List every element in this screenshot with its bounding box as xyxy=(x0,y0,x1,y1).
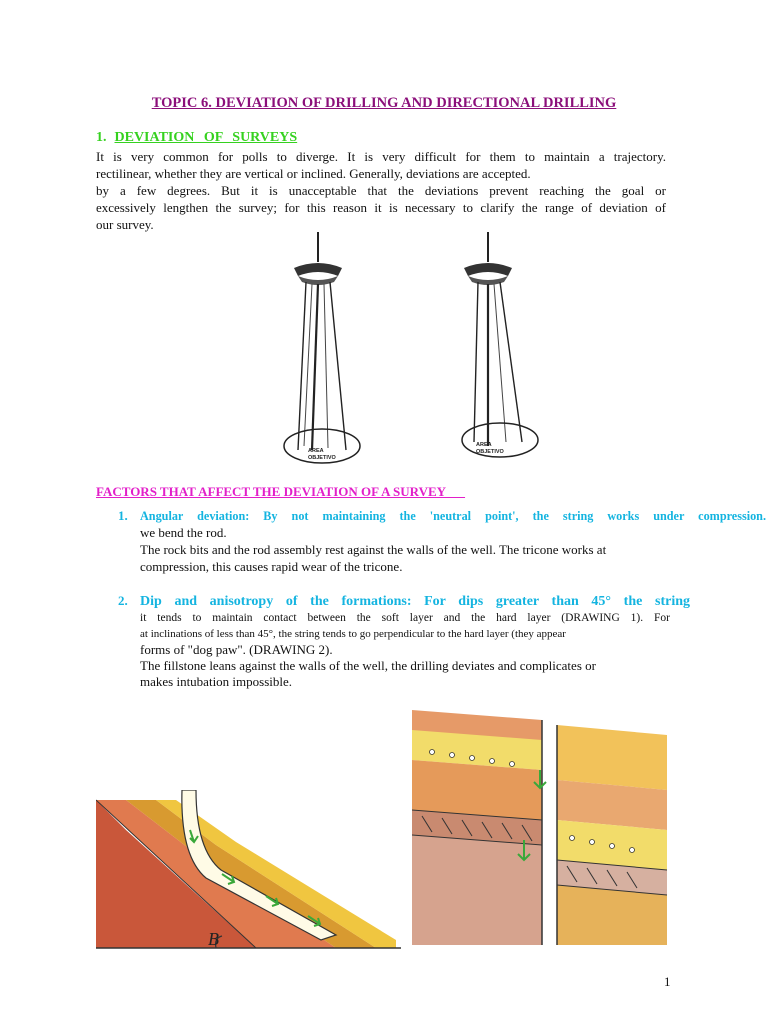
factor-item-number: 2. xyxy=(118,593,128,608)
factor-item-line: compression, this causes rapid wear of the tricone. xyxy=(140,559,403,574)
factor-item-line: at inclinations of less than 45°, the string tends to go perpendicular to the hard layer (they appear xyxy=(140,628,566,640)
right-drill-rig xyxy=(462,232,538,457)
factors-heading: FACTORS THAT AFFECT THE DEVIATION OF A SURVEY xyxy=(96,484,466,499)
factor-item-line: The rock bits and the rod assembly rest against the walls of the well. The tricone works at xyxy=(140,542,607,557)
angle-label: B xyxy=(208,929,219,949)
factor-item-heading-text: Dip and anisotropy of the formations: For dips greater than 45° the string xyxy=(140,594,690,609)
left-cone-label-line1: AREA xyxy=(308,448,324,454)
factor-item-line: makes intubation impossible. xyxy=(140,674,293,689)
page-title: TOPIC 6. DEVIATION OF DRILLING AND DIRECTIONAL DRILLING xyxy=(151,95,617,111)
section-heading-text: DEVIATION OF SURVEYS xyxy=(114,130,298,145)
paragraph-line: It is very common for polls to diverge. It is very difficult for them to maintain a trajectory. xyxy=(96,149,666,164)
paragraph-line: our survey. xyxy=(96,217,154,232)
section-heading-deviation-of-surveys xyxy=(96,130,297,146)
page-number: 1 xyxy=(664,974,671,989)
factor-item-angular-deviation xyxy=(118,508,768,575)
factor-item-line: it tends to maintain contact between the soft layer and the hard layer (DRAWING 1). For xyxy=(140,612,670,624)
factor-item-line: forms of "dog paw". (DRAWING 2). xyxy=(140,642,333,657)
left-drill-rig xyxy=(284,232,360,463)
drawing2-dog-paw-layers xyxy=(412,710,672,950)
section-number: 1. xyxy=(96,130,107,145)
factor-item-heading-text: Angular deviation: By not maintaining the 'neutral point', the string works under compression. xyxy=(140,509,766,523)
deviation-cones-figure xyxy=(280,232,560,472)
left-cone-label-line2: OBJETIVO xyxy=(308,455,336,461)
paragraph-line: by a few degrees. But it is unacceptable that the deviations prevent reaching the goal or xyxy=(96,183,666,198)
factor-item-line: we bend the rod. xyxy=(140,525,227,540)
factor-item-dip-anisotropy xyxy=(118,593,698,690)
factor-item-line: The fillstone leans against the walls of the well, the drilling deviates and complicates or xyxy=(140,658,596,673)
right-cone-label-line2: OBJETIVO xyxy=(476,449,504,455)
drawing1-inclined-layers xyxy=(96,790,406,950)
paragraph-line: rectilinear, whether they are vertical or inclined. Generally, deviations are accepted. xyxy=(96,166,531,181)
paragraph-line: excessively lengthen the survey; for this reason it is necessary to clarify the range of deviation of xyxy=(96,200,666,215)
factor-item-heading xyxy=(118,593,698,610)
factor-item-number: 1. xyxy=(118,508,128,523)
section1-paragraph xyxy=(96,148,666,233)
factor-item-heading xyxy=(118,508,768,524)
right-cone-label-line1: AREA xyxy=(476,442,492,448)
